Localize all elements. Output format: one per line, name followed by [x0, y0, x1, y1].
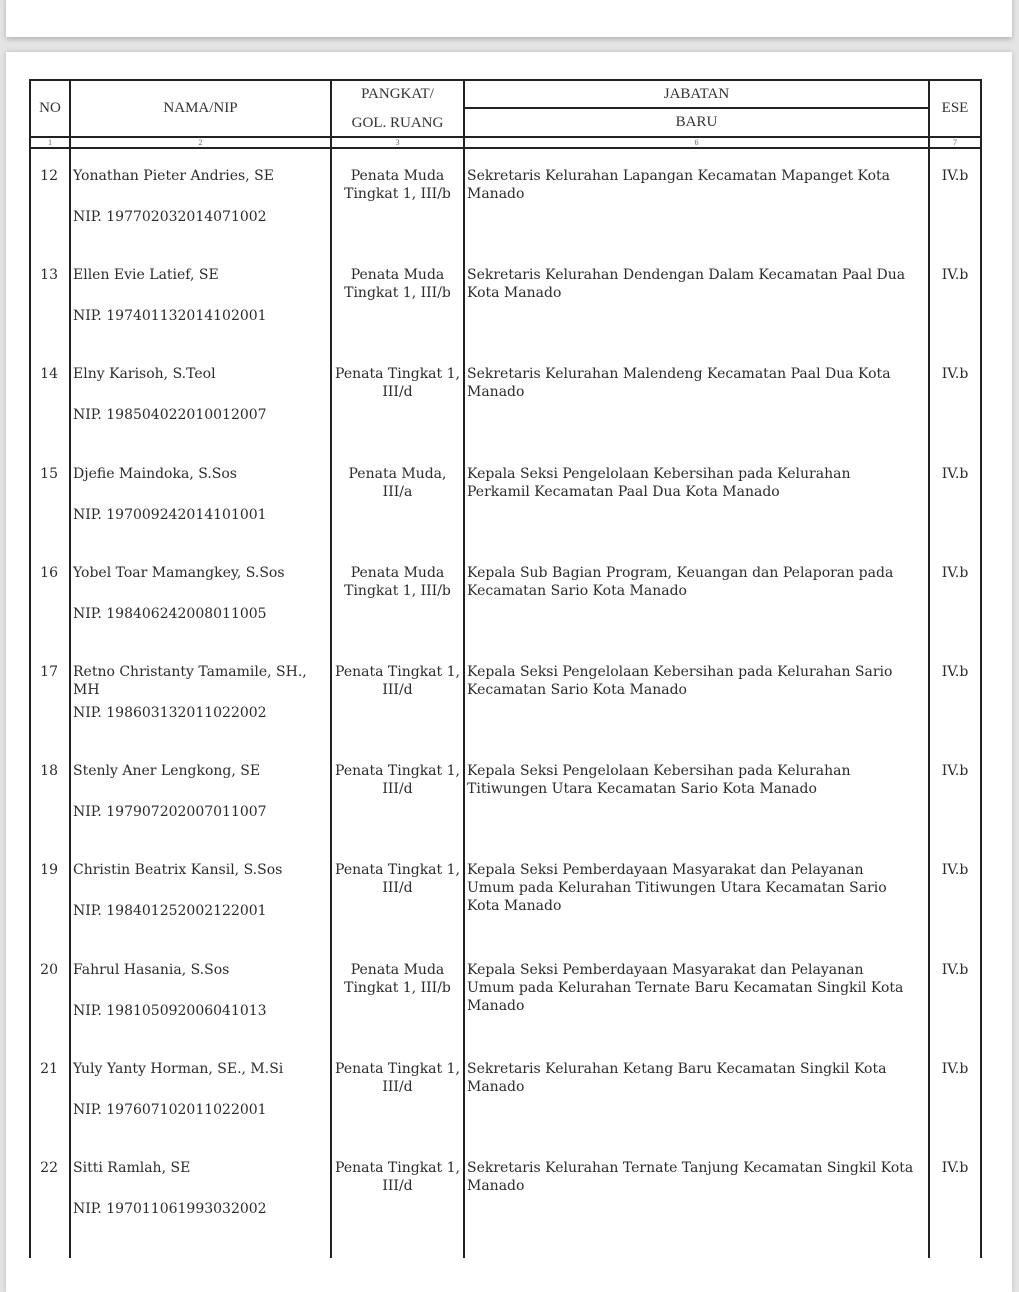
employee-name: Sitti Ramlah, SE [73, 1159, 191, 1176]
pangkat-cell [330, 645, 463, 744]
pangkat-line: Penata Tingkat 1, [335, 1159, 460, 1176]
pangkat-cell [330, 1042, 463, 1141]
jabatan-cell [463, 645, 928, 744]
jabatan-line: Manado [467, 1177, 525, 1194]
header-pangkat-line2: GOL. RUANG [351, 115, 444, 131]
jabatan-line: Manado [467, 384, 525, 401]
table-row [29, 1141, 982, 1240]
jabatan-cell [463, 447, 928, 546]
ese-cell: IV.b [928, 1141, 982, 1240]
jabatan-line: Sekretaris Kelurahan Dendengan Dalam Kecamatan Paal Dua [467, 267, 906, 284]
jabatan-line: Kota Manado [467, 898, 562, 915]
employee-nip: NIP. 198105092006041013 [73, 1002, 267, 1019]
jabatan-cell [463, 248, 928, 347]
pangkat-cell [330, 943, 463, 1042]
table-row [29, 645, 982, 744]
ese-cell: IV.b [928, 1042, 982, 1141]
pangkat-line: III/a [382, 483, 413, 500]
row-number: 13 [29, 248, 69, 347]
table-row [29, 744, 982, 843]
pangkat-line: Penata Muda [350, 961, 445, 978]
name-nip-cell [69, 943, 330, 1042]
column-number-row [29, 136, 982, 149]
pangkat-line: Tingkat 1, III/b [344, 582, 451, 599]
employee-name: Yuly Yanty Horman, SE., M.Si [73, 1060, 284, 1077]
pangkat-line: III/d [382, 1177, 413, 1194]
pangkat-line: III/d [382, 1078, 413, 1095]
pangkat-line: Tingkat 1, III/b [344, 285, 451, 302]
row-number: 18 [29, 744, 69, 843]
table-row [29, 149, 982, 248]
table-row [29, 1042, 982, 1141]
column-number: 6 [463, 138, 928, 147]
pangkat-line: III/d [382, 880, 413, 897]
jabatan-cell [463, 843, 928, 942]
pangkat-line: Penata Tingkat 1, [335, 763, 460, 780]
empty-cell [29, 1240, 69, 1258]
empty-cell [330, 1240, 463, 1258]
employee-nip: NIP. 198401252002122001 [73, 903, 267, 920]
column-number: 2 [69, 138, 330, 147]
ese-cell: IV.b [928, 347, 982, 446]
employee-nip: NIP. 198406242008011005 [73, 605, 267, 622]
jabatan-line: Kepala Seksi Pemberdayaan Masyarakat dan Pelayanan [467, 862, 864, 879]
employee-name: Elny Karisoh, S.Teol [73, 366, 216, 383]
jabatan-line: Sekretaris Kelurahan Ternate Tanjung Kecamatan Singkil Kota [467, 1159, 914, 1176]
row-number: 12 [29, 149, 69, 248]
name-nip-cell [69, 149, 330, 248]
ese-cell: IV.b [928, 843, 982, 942]
header-jabatan-title: JABATAN [465, 81, 928, 109]
jabatan-line: Manado [467, 186, 525, 202]
table-row [29, 943, 982, 1042]
ese-cell: IV.b [928, 645, 982, 744]
jabatan-cell [463, 1141, 928, 1240]
jabatan-cell [463, 546, 928, 645]
employee-name: Yobel Toar Mamangkey, S.Sos [73, 564, 285, 581]
empty-cell [69, 1240, 330, 1258]
pangkat-cell [330, 744, 463, 843]
jabatan-line: Umum pada Kelurahan Titiwungen Utara Kecamatan Sario [467, 880, 887, 897]
jabatan-line: Kecamatan Sario Kota Manado [467, 681, 687, 698]
pangkat-line: III/d [382, 384, 413, 401]
row-number: 19 [29, 843, 69, 942]
jabatan-line: Manado [467, 1078, 525, 1095]
table-continuation [29, 1240, 982, 1258]
ese-cell: IV.b [928, 546, 982, 645]
table-row [29, 546, 982, 645]
row-number: 16 [29, 546, 69, 645]
employee-nip: NIP. 197702032014071002 [73, 209, 267, 225]
pangkat-line: Penata Tingkat 1, [335, 1060, 460, 1077]
pangkat-cell [330, 248, 463, 347]
row-number: 21 [29, 1042, 69, 1141]
employee-nip: NIP. 197011061993032002 [73, 1200, 267, 1217]
pangkat-cell [330, 546, 463, 645]
pangkat-line: Penata Muda [350, 267, 445, 284]
pangkat-line: Penata Tingkat 1, [335, 862, 460, 879]
jabatan-cell [463, 1042, 928, 1141]
name-nip-cell [69, 645, 330, 744]
ese-cell: IV.b [928, 248, 982, 347]
employee-nip: NIP. 197009242014101001 [73, 506, 267, 523]
pangkat-cell [330, 447, 463, 546]
employee-name: Yonathan Pieter Andries, SE [73, 168, 274, 184]
header-pangkat [330, 81, 463, 136]
pangkat-cell [330, 347, 463, 446]
employee-name: Christin Beatrix Kansil, S.Sos [73, 862, 283, 879]
empty-cell [463, 1240, 928, 1258]
ese-cell: IV.b [928, 744, 982, 843]
jabatan-line: Kepala Seksi Pemberdayaan Masyarakat dan Pelayanan [467, 961, 864, 978]
jabatan-line: Sekretaris Kelurahan Malendeng Kecamatan Paal Dua Kota [467, 366, 891, 383]
employee-nip: NIP. 197907202007011007 [73, 804, 267, 821]
table-row [29, 347, 982, 446]
pangkat-line: Tingkat 1, III/b [344, 186, 451, 202]
row-number: 15 [29, 447, 69, 546]
pangkat-line: III/d [382, 681, 413, 698]
pangkat-line: Penata Muda [350, 564, 445, 581]
pangkat-line: Penata Tingkat 1, [335, 663, 460, 680]
employee-nip: NIP. 198504022010012007 [73, 407, 267, 424]
empty-cell [928, 1240, 982, 1258]
jabatan-line: Kepala Sub Bagian Program, Keuangan dan Pelaporan pada [467, 564, 894, 581]
personnel-table [29, 79, 982, 1258]
employee-nip: NIP. 197401132014102001 [73, 308, 267, 325]
pangkat-line: Penata Muda [350, 168, 445, 184]
table-row [29, 843, 982, 942]
jabatan-line: Kepala Seksi Pengelolaan Kebersihan pada Kelurahan [467, 465, 851, 482]
header-nama-nip: NAMA/NIP [69, 81, 330, 136]
pangkat-line: Penata Muda, [348, 465, 447, 482]
employee-name: Stenly Aner Lengkong, SE [73, 763, 261, 780]
employee-nip: NIP. 197607102011022001 [73, 1101, 267, 1118]
ese-cell: IV.b [928, 447, 982, 546]
jabatan-cell [463, 347, 928, 446]
pangkat-cell [330, 149, 463, 248]
employee-name: Djefie Maindoka, S.Sos [73, 465, 237, 482]
name-nip-cell [69, 447, 330, 546]
jabatan-cell [463, 943, 928, 1042]
table-row [29, 248, 982, 347]
jabatan-line: Kepala Seksi Pengelolaan Kebersihan pada Kelurahan Sario [467, 663, 893, 680]
employee-name: Ellen Evie Latief, SE [73, 267, 219, 284]
jabatan-line: Kepala Seksi Pengelolaan Kebersihan pada Kelurahan [467, 763, 851, 780]
employee-name: Fahrul Hasania, S.Sos [73, 961, 230, 978]
jabatan-line: Kecamatan Sario Kota Manado [467, 582, 687, 599]
jabatan-line: Kota Manado [467, 285, 562, 302]
header-jabatan-baru: BARU [675, 114, 718, 130]
name-nip-cell [69, 546, 330, 645]
header-pangkat-line1: PANGKAT/ [361, 86, 434, 102]
pangkat-line: Penata Tingkat 1, [335, 366, 460, 383]
column-number: 3 [330, 138, 463, 147]
row-number: 17 [29, 645, 69, 744]
header-ese: ESE [928, 81, 982, 136]
table-header [29, 79, 982, 136]
jabatan-line: Umum pada Kelurahan Ternate Baru Kecamatan Singkil Kota [467, 979, 904, 996]
name-nip-cell [69, 1141, 330, 1240]
jabatan-line: Manado [467, 997, 525, 1014]
jabatan-line: Titiwungen Utara Kecamatan Sario Kota Manado [467, 781, 817, 798]
name-nip-cell [69, 1042, 330, 1141]
previous-page-card [6, 0, 1012, 37]
row-number: 22 [29, 1141, 69, 1240]
pangkat-line: III/d [382, 781, 413, 798]
pangkat-cell [330, 1141, 463, 1240]
table-row [29, 447, 982, 546]
row-number: 20 [29, 943, 69, 1042]
jabatan-line: Perkamil Kecamatan Paal Dua Kota Manado [467, 483, 780, 500]
jabatan-cell [463, 744, 928, 843]
employee-nip: NIP. 198603132011022002 [73, 704, 267, 721]
jabatan-cell [463, 149, 928, 248]
header-jabatan [463, 81, 928, 136]
employee-name: Retno Christanty Tamamile, SH., MH [73, 663, 307, 698]
column-number: 1 [29, 138, 69, 147]
name-nip-cell [69, 843, 330, 942]
name-nip-cell [69, 248, 330, 347]
ese-cell: IV.b [928, 149, 982, 248]
pangkat-cell [330, 843, 463, 942]
name-nip-cell [69, 744, 330, 843]
jabatan-line: Sekretaris Kelurahan Ketang Baru Kecamatan Singkil Kota [467, 1060, 887, 1077]
column-number: 7 [928, 138, 982, 147]
jabatan-line: Sekretaris Kelurahan Lapangan Kecamatan Mapanget Kota [467, 168, 891, 184]
row-number: 14 [29, 347, 69, 446]
header-no: NO [29, 81, 69, 136]
name-nip-cell [69, 347, 330, 446]
ese-cell: IV.b [928, 943, 982, 1042]
pangkat-line: Tingkat 1, III/b [344, 979, 451, 996]
